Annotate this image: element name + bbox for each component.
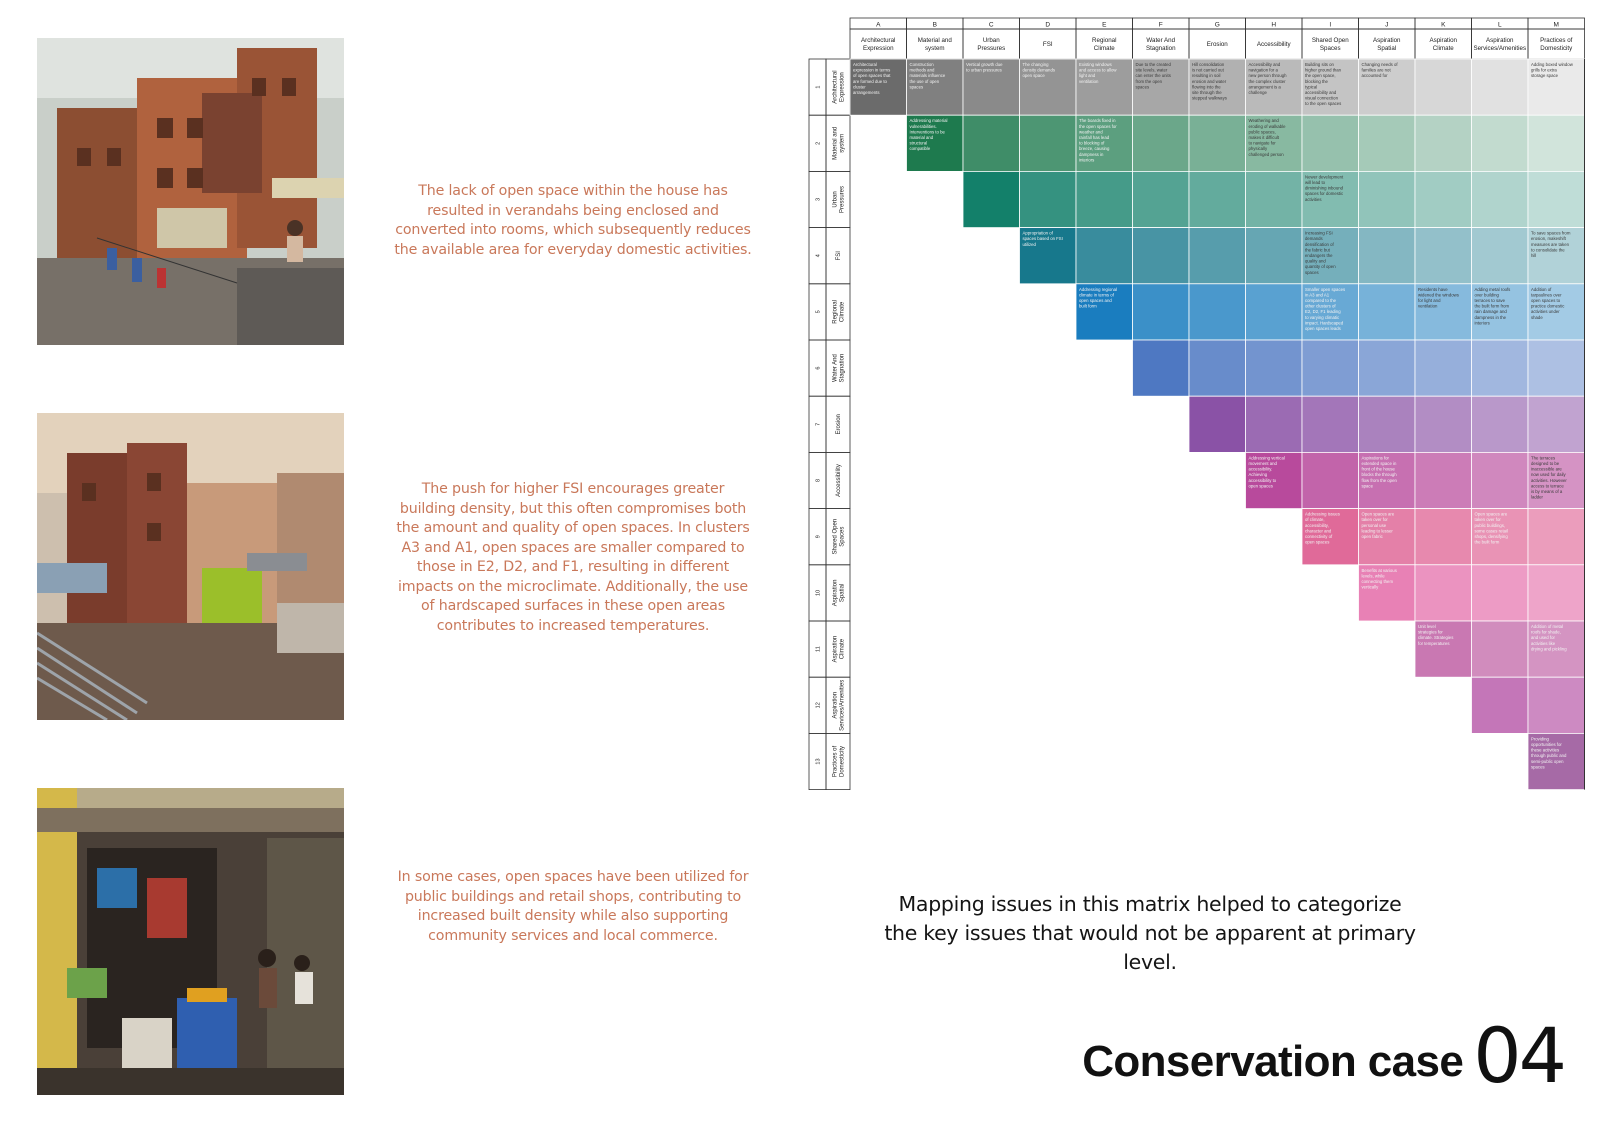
column-letter: K [1441,21,1446,29]
column-header: Architectural Expression [861,37,896,52]
column-letter: B [932,21,937,29]
matrix-cell [1472,171,1529,227]
matrix-cell [1415,509,1472,565]
matrix-cell-note: Weathering and eroding of walkable public spaces, makes it difficult to navigate for physically challenged person [1248,118,1286,157]
row-label: Shared OpenSpaces [832,518,846,555]
matrix-cell [1415,171,1472,227]
matrix-cell-note: Smaller open spaces in A3 and A1 compared to the other clusters of E2, D2, F1 leading to varying climatic impact. Hardscaped open spaces leads [1305,286,1346,331]
matrix-cell [1246,396,1303,452]
matrix-cell [1472,452,1529,508]
matrix-cell [1359,340,1416,396]
row-label: AspirationServices/Amenities [832,679,846,731]
row-label: Material andsystem [832,126,846,160]
matrix-cell-note: Building sits on higher ground than the open space, blocking the typical accessibility and visual connection to the open spaces [1305,62,1342,107]
matrix-cell [1189,396,1246,452]
matrix-cell [1415,396,1472,452]
column-letter: H [1271,21,1277,29]
matrix-cell-note: Changing needs of families are not accounted for [1361,62,1398,79]
row-label: FSI [836,251,842,261]
row-number: 2 [815,141,822,145]
matrix-cell-note: Addressing material vulnerabilities. Interventions to be material and structural compatible [909,118,948,152]
matrix-cell [1528,171,1585,227]
matrix-cell-note: Providing opportunities for these activities through public and semi-public open spaces [1531,736,1567,770]
caption-fsi-density: The push for higher FSI encourages greater building density, but this often compromises both the amount and quality of open spaces. In clusters A3 and A1, open spaces are smaller compared to those in E2, D2, and F1, resulting in different impacts on the microclimate. Additionally, the use of hardscaped surfaces in these open areas contributes to increased temperatures. [396,481,750,634]
page-title [1082,1011,1564,1100]
caption-public-buildings: In some cases, open spaces have been utilized for public buildings and retail shops, contributing to increased built density while also supporting community services and local commerce. [397,869,749,944]
row-number: 12 [815,702,822,709]
row-number: 13 [815,758,822,765]
matrix-cell [1189,115,1246,171]
matrix-cell-note: Aspirations for extended space in front of the house blocks the through flow from the open space [1361,455,1397,489]
matrix-cell [1359,171,1416,227]
row-label: ArchitecturalExpression [832,70,846,104]
row-number: 6 [815,366,822,370]
matrix-cell [1302,396,1359,452]
matrix-cell-note: Addition of metal roofs for shade, and used for activities like drying and pickling [1531,624,1567,652]
column-header: FSI [1042,41,1053,48]
matrix-cell [1076,228,1133,284]
matrix-cell-note: Unit level strategies for climate. Strategies for temperatures [1418,624,1454,646]
matrix-cell [1415,452,1472,508]
photo-retail-shop [37,788,344,1095]
caption-enclosed-verandahs: The lack of open space within the house has resulted in verandahs being enclosed and converted into rooms, which subsequently reduces the available area for everyday domestic activities. [394,183,752,258]
matrix-cell [1246,228,1303,284]
matrix-cell-note: Accessibility and navigation for a new person through the complex cluster arrangement is a challenge [1248,62,1287,95]
matrix-cell [1133,228,1190,284]
matrix-cell-note: Addressing issues of climate, accessibility, character and connectivity of open spaces [1305,511,1340,545]
row-label: Erosion [836,414,842,435]
row-number: 5 [815,310,822,314]
column-letter: M [1553,21,1559,29]
matrix-cell-note: Appropriation of spaces based on FSI utilized [1022,230,1063,247]
matrix-cell [1472,396,1529,452]
matrix-cell [1472,228,1529,284]
matrix-cell [1302,340,1359,396]
matrix-cell [1133,284,1190,340]
matrix-cell [1189,228,1246,284]
matrix-summary: Mapping issues in this matrix helped to categorize the key issues that would not be apparent at primary level. [884,892,1416,974]
matrix-cell-note: Hill consolidation is not carried out resulting in soil erosion and water flowing into the site through the stepped walkways [1192,62,1227,101]
matrix-cell [1415,115,1472,171]
row-label: RegionalClimate [832,300,846,324]
matrix-cell [1246,340,1303,396]
matrix-cell [963,171,1020,227]
matrix-cell-note: Vertical growth due to urban pressures [966,62,1003,73]
column-header: Shared Open Spaces [1311,37,1349,52]
matrix-cell [1133,115,1190,171]
row-label: Practices ofDomesticity [832,745,846,778]
row-number: 10 [815,589,822,596]
matrix-cell [1472,340,1529,396]
matrix-cell-note: Benefits at various levels, while connecting them vertically [1361,567,1397,590]
matrix-cell-note: Due to the created site levels, water can enter the units from the open spaces [1135,62,1171,90]
row-number: 11 [815,646,822,652]
matrix-cell [1133,171,1190,227]
column-header: Urban Pressures [977,37,1006,52]
column-header: Water And Stagnation [1145,37,1176,52]
matrix-cell-note: Adding metal roofs over building terraces to save the built form from rain damage and dampness in the interiors [1474,286,1511,326]
row-number: 3 [815,197,822,202]
matrix-cell-note: Construction methods and materials influence the use of open spaces [909,62,946,90]
matrix-cell [1528,396,1585,452]
matrix-cell-note: The changing density demands open space [1022,62,1055,79]
column-header: Aspiration Climate [1429,37,1458,52]
matrix-cell [1472,115,1529,171]
matrix-cell-note: Newer development will lead to diminishing inbound spaces for domestic activities [1305,174,1344,202]
matrix-cell [1302,452,1359,508]
column-letter: G [1214,21,1220,29]
matrix-cell [1359,115,1416,171]
matrix-cell-note: Open spaces are taken over for personal use leading to lesser open fabric [1361,511,1395,539]
matrix-cell [1415,59,1472,115]
column-header: Practices of Domesticity [1540,37,1573,52]
matrix-cell [1472,677,1529,733]
column-letter: I [1329,21,1332,29]
matrix-cell-note: Adding boxed window grills for extra storage space [1531,62,1573,79]
column-header: Material and system [917,37,952,52]
matrix-cell [1415,228,1472,284]
title-text: Conservation case [1082,1037,1464,1086]
column-letter: C [988,21,994,29]
column-header: Erosion [1206,41,1228,48]
column-letter: L [1497,21,1502,29]
column-letter: F [1158,21,1163,29]
matrix-cell [1133,340,1190,396]
matrix-cell [1359,284,1416,340]
matrix-cell-note: Increasing FSI demands densification of the fabric but endangers the quality and quantity of open spaces [1305,230,1336,275]
row-number: 9 [815,535,822,539]
column-letter: E [1102,21,1107,29]
column-header: Aspiration Spatial [1372,37,1401,52]
matrix-right-border [1584,59,1585,790]
matrix-cell [1528,565,1585,621]
matrix-cell-note: Addressing vertical movement and accessibility. Achieving accessibility to open spaces [1248,455,1285,489]
matrix-cell-note: Addition of tarpaulines over open spaces to practice domestic activities under shade [1531,286,1565,320]
matrix-cell [1076,171,1133,227]
column-header: Aspiration Services/Amenities [1473,37,1527,52]
matrix-cell [1415,565,1472,621]
matrix-cell-note: To save spaces from erosion, makeshift measures are taken to consolidate the hill [1531,230,1571,258]
matrix-cell [1415,340,1472,396]
row-label: AspirationSpatial [832,579,846,607]
title-number: 04 [1473,1011,1564,1100]
matrix-cell [1472,565,1529,621]
column-letter: J [1385,21,1389,29]
column-letter: A [876,21,881,29]
column-letter: D [1045,21,1051,29]
matrix-cell-note: Existing windows and access to allow light and ventilation [1079,62,1117,84]
matrix-cell [1246,284,1303,340]
row-label: Water AndStagnation [832,353,846,383]
row-number: 7 [815,422,822,426]
matrix-cell [1302,115,1359,171]
matrix-cell [1528,115,1585,171]
matrix-cell [1189,340,1246,396]
matrix-cell [1528,677,1585,733]
matrix-cell [1189,171,1246,227]
matrix-cell [1359,396,1416,452]
matrix-cell-note: Architectural expression in terms of open spaces that are formed due to cluster arrangements [853,62,891,95]
matrix-cell [1020,115,1077,171]
matrix-cell [1472,59,1529,115]
row-number: 4 [815,254,822,258]
row-number: 8 [815,478,822,483]
row-label: AspirationClimate [832,635,846,663]
matrix-cell [1359,228,1416,284]
row-label: UrbanPressures [832,185,846,214]
matrix-cell [1189,284,1246,340]
row-label: Accessibility [836,464,842,497]
matrix-cell [1246,171,1303,227]
column-header: Accessibility [1256,41,1291,48]
matrix-cell-note: The boards fixed in the open spaces for weather and rainfall has lead to blocking of breeze, causing dampness in interiors [1079,118,1117,163]
matrix-cell-note: Open spaces are taken over for public buildings, some cases retail shops, densifying the built form [1474,511,1508,545]
matrix-cell [1528,509,1585,565]
matrix-cell [1020,171,1077,227]
matrix-cell [1472,621,1529,677]
matrix-cell [1528,340,1585,396]
matrix-cell [963,115,1020,171]
matrix-cell-note: The terraces designed to be inaccessible are now used for daily activities. However access to terrace is by means of a ladder [1531,455,1567,500]
matrix-cell-note: Addressing regional climate in terms of open spaces and built form [1079,286,1117,309]
row-number: 1 [815,85,822,89]
column-header: Regional Climate [1092,37,1117,52]
matrix-cell-note: Residents have widened the windows for light and ventilation [1418,286,1459,309]
